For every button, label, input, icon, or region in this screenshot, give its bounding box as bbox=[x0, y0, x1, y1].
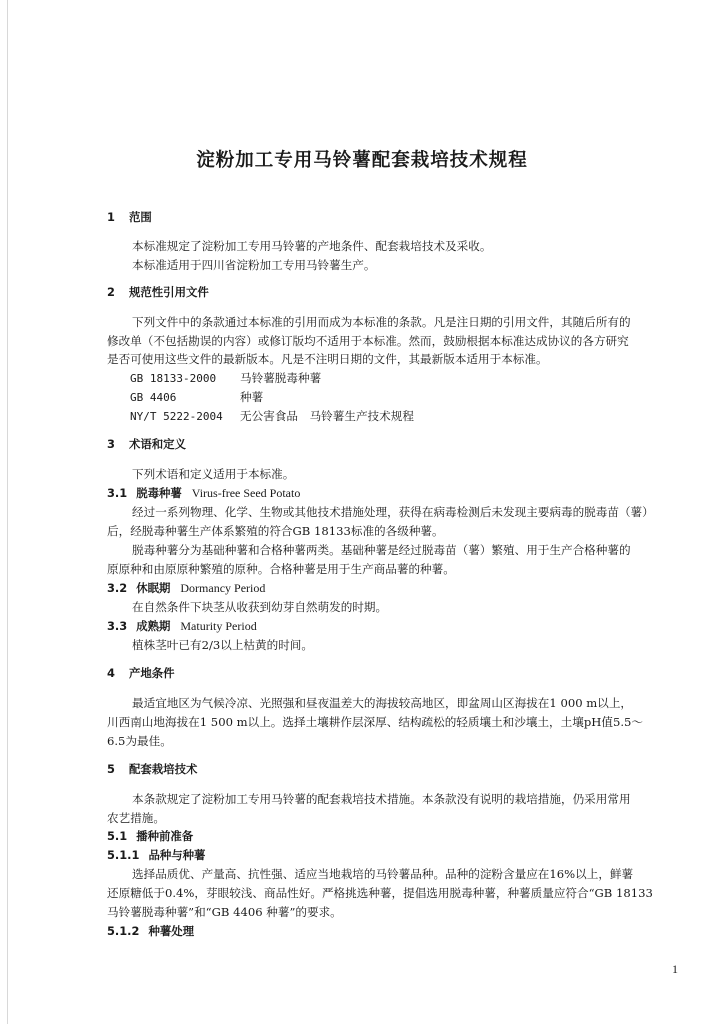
section-title: 术语和定义 bbox=[129, 437, 186, 451]
term-name: 休眠期 bbox=[136, 581, 171, 595]
paragraph-line: 下列文件中的条款通过本标准的引用而成为本标准的条款。凡是注日期的引用文件，其随后所有的 bbox=[132, 315, 631, 329]
paragraph-line: 脱毒种薯分为基础种薯和合格种薯两类。基础种薯是经过脱毒苗（薯）繁殖、用于生产合格种薯的 bbox=[132, 543, 631, 557]
subsection-title: 播种前准备 bbox=[136, 829, 194, 843]
paragraph-line: 川西南山地海拔在1 500 m以上。选择土壤耕作层深厚、结构疏松的轻质壤土和沙壤土，土壤pH值5.5～ bbox=[107, 715, 643, 729]
term-english: Dormancy Period bbox=[180, 581, 266, 595]
subsection-heading-5-1 bbox=[107, 829, 193, 844]
paragraph-line: 马铃薯脱毒种薯”和“GB 4406 种薯”的要求。 bbox=[107, 905, 342, 919]
term-number: 3.3 bbox=[107, 619, 128, 633]
reference-name: 马铃薯脱毒种薯 bbox=[240, 371, 322, 385]
term-english: Virus-free Seed Potato bbox=[191, 486, 301, 500]
subsection-number: 5.1.1 bbox=[107, 848, 140, 862]
paragraph: 本标准规定了淀粉加工专用马铃薯的产地条件、配套栽培技术及采收。 bbox=[132, 239, 492, 253]
paragraph-line: 经过一系列物理、化学、生物或其他技术措施处理，获得在病毒检测后未发现主要病毒的脱毒苗（薯） bbox=[132, 505, 654, 519]
paragraph: 下列术语和定义适用于本标准。 bbox=[132, 467, 295, 481]
paragraph-line: 植株茎叶已有2/3以上枯黄的时间。 bbox=[132, 638, 313, 652]
paragraph-line: 后，经脱毒种薯生产体系繁殖的符合GB 18133标准的各级种薯。 bbox=[107, 524, 444, 538]
page-number: 1 bbox=[672, 962, 678, 976]
reference-name: 种薯 bbox=[240, 390, 264, 404]
term-number: 3.1 bbox=[107, 486, 128, 500]
subsection-number: 5.1 bbox=[107, 829, 128, 843]
section-number: 5 bbox=[107, 762, 115, 776]
paragraph: 本标准适用于四川省淀粉加工专用马铃薯生产。 bbox=[132, 258, 376, 272]
paragraph-line: 农艺措施。 bbox=[107, 811, 165, 825]
paragraph-line: 6.5为最佳。 bbox=[107, 734, 172, 748]
paragraph-line: 原原种和由原原种繁殖的原种。合格种薯是用于生产商品薯的种薯。 bbox=[107, 562, 455, 576]
section-title: 产地条件 bbox=[129, 666, 175, 680]
reference-code: NY/T 5222-2004 bbox=[130, 410, 223, 423]
reference-code: GB 18133-2000 bbox=[130, 372, 217, 385]
subsection-heading-5-1-2 bbox=[107, 924, 194, 939]
section-heading-4 bbox=[107, 666, 175, 681]
reference-item bbox=[130, 409, 414, 424]
reference-item bbox=[130, 371, 321, 386]
subsection-title: 种薯处理 bbox=[148, 924, 195, 938]
reference-code: GB 4406 bbox=[130, 391, 177, 404]
section-number: 1 bbox=[107, 210, 115, 224]
paragraph-line: 修改单（不包括勘误的内容）或修订版均不适用于本标准。然而，鼓励根据本标准达成协议的各方研究 bbox=[107, 334, 629, 348]
paragraph-line: 本条款规定了淀粉加工专用马铃薯的配套栽培技术措施。本条款没有说明的栽培措施，仍采用常用 bbox=[132, 792, 631, 806]
term-name: 成熟期 bbox=[136, 619, 171, 633]
section-heading-5 bbox=[107, 762, 197, 777]
paragraph-line: 选择品质优、产量高、抗性强、适应当地栽培的马铃薯品种。品种的淀粉含量应在16%以上，鲜薯 bbox=[132, 867, 634, 881]
paragraph-line: 最适宜地区为气候冷凉、光照强和昼夜温差大的海拔较高地区，即盆周山区海拔在1 000 m以上， bbox=[132, 696, 633, 710]
section-number: 3 bbox=[107, 437, 115, 451]
section-title: 配套栽培技术 bbox=[129, 762, 198, 776]
section-heading-1 bbox=[107, 210, 152, 225]
term-heading-3-2 bbox=[107, 581, 265, 596]
subsection-number: 5.1.2 bbox=[107, 924, 140, 938]
subsection-title: 品种与种薯 bbox=[148, 848, 206, 862]
subsection-heading-5-1-1 bbox=[107, 848, 205, 863]
section-title: 范围 bbox=[129, 210, 152, 224]
term-heading-3-1 bbox=[107, 486, 300, 501]
section-heading-2 bbox=[107, 285, 209, 300]
paragraph-line: 在自然条件下块茎从收获到幼芽自然萌发的时期。 bbox=[132, 600, 388, 614]
reference-name: 无公害食品 马铃薯生产技术规程 bbox=[240, 409, 414, 423]
section-number: 2 bbox=[107, 285, 115, 299]
section-title: 规范性引用文件 bbox=[129, 285, 209, 299]
section-number: 4 bbox=[107, 666, 115, 680]
paragraph-line: 还原糖低于0.4%，芽眼较浅、商品性好。严格挑选种薯，提倡选用脱毒种薯，种薯质量应符合“GB 18133 bbox=[107, 886, 653, 900]
term-english: Maturity Period bbox=[180, 619, 257, 633]
section-heading-3 bbox=[107, 437, 186, 452]
term-number: 3.2 bbox=[107, 581, 128, 595]
term-heading-3-3 bbox=[107, 619, 257, 634]
reference-item bbox=[130, 390, 263, 405]
term-name: 脱毒种薯 bbox=[136, 486, 182, 500]
document-title: 淀粉加工专用马铃薯配套栽培技术规程 bbox=[196, 150, 528, 171]
paragraph-line: 是否可使用这些文件的最新版本。凡是不注明日期的文件，其最新版本适用于本标准。 bbox=[107, 352, 548, 366]
